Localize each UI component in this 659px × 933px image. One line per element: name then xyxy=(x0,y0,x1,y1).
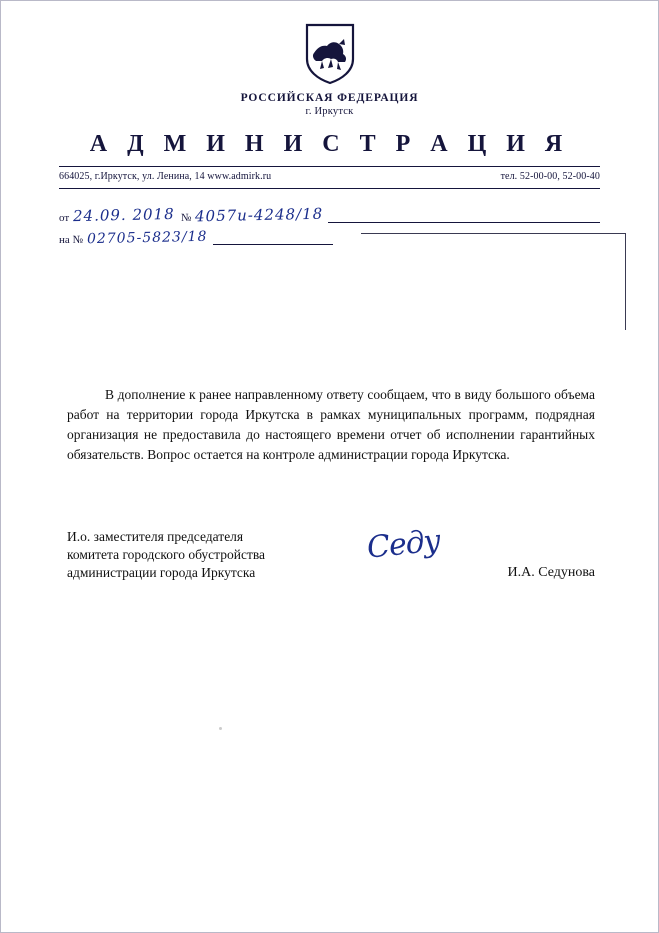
contact-row xyxy=(59,171,600,182)
address-text: 664025, г.Иркутск, ул. Ленина, 14 www.admirk.ru xyxy=(59,171,272,182)
phone-text: тел. 52-00-00, 52-00-40 xyxy=(500,171,600,182)
outgoing-number-handwritten: 4057и-4248/18 xyxy=(195,204,324,226)
irkutsk-coat-of-arms-icon xyxy=(304,23,356,85)
addressee-redaction xyxy=(363,247,621,327)
signer-title-line-1: И.о. заместителя председателя xyxy=(67,529,244,544)
letterhead xyxy=(1,1,658,158)
signer-name: И.А. Седунова xyxy=(507,565,595,580)
federation-name: РОССИЙСКАЯ ФЕДЕРАЦИЯ xyxy=(240,92,419,104)
handwritten-signature: Седу xyxy=(365,523,442,566)
to-label: на № xyxy=(59,234,84,246)
contact-rule xyxy=(59,188,600,189)
page-artifact-dot xyxy=(219,727,222,730)
header-rule xyxy=(59,166,600,167)
administration-title: А Д М И Н И С Т Р А Ц И Я xyxy=(89,131,570,157)
body-paragraph: В дополнение к ранее направленному ответу сообщаем, что в виду большого объема работ на территории города Иркутска в рамках муниципальных программ, подрядная организация не предоставила до настоящего времени отчет об исполнении гарантийных обязательств. Вопрос остается на контроле администрации города Иркутска. xyxy=(67,387,595,462)
number-label: № xyxy=(180,212,192,224)
incoming-rule xyxy=(213,244,333,245)
city-name: г. Иркутск xyxy=(305,106,354,117)
from-label: от xyxy=(59,212,70,224)
outgoing-reference-line xyxy=(59,203,600,225)
from-date-handwritten: 24.09. 2018 xyxy=(72,204,175,226)
signer-title-line-2: комитета городского обустройства xyxy=(67,547,266,562)
incoming-number-handwritten: 02705-5823/18 xyxy=(86,228,208,248)
outgoing-rule xyxy=(328,222,600,223)
subject-redaction xyxy=(197,342,515,370)
signature-block xyxy=(67,523,595,582)
signer-title-line-3: администрации города Иркутска xyxy=(67,565,256,580)
